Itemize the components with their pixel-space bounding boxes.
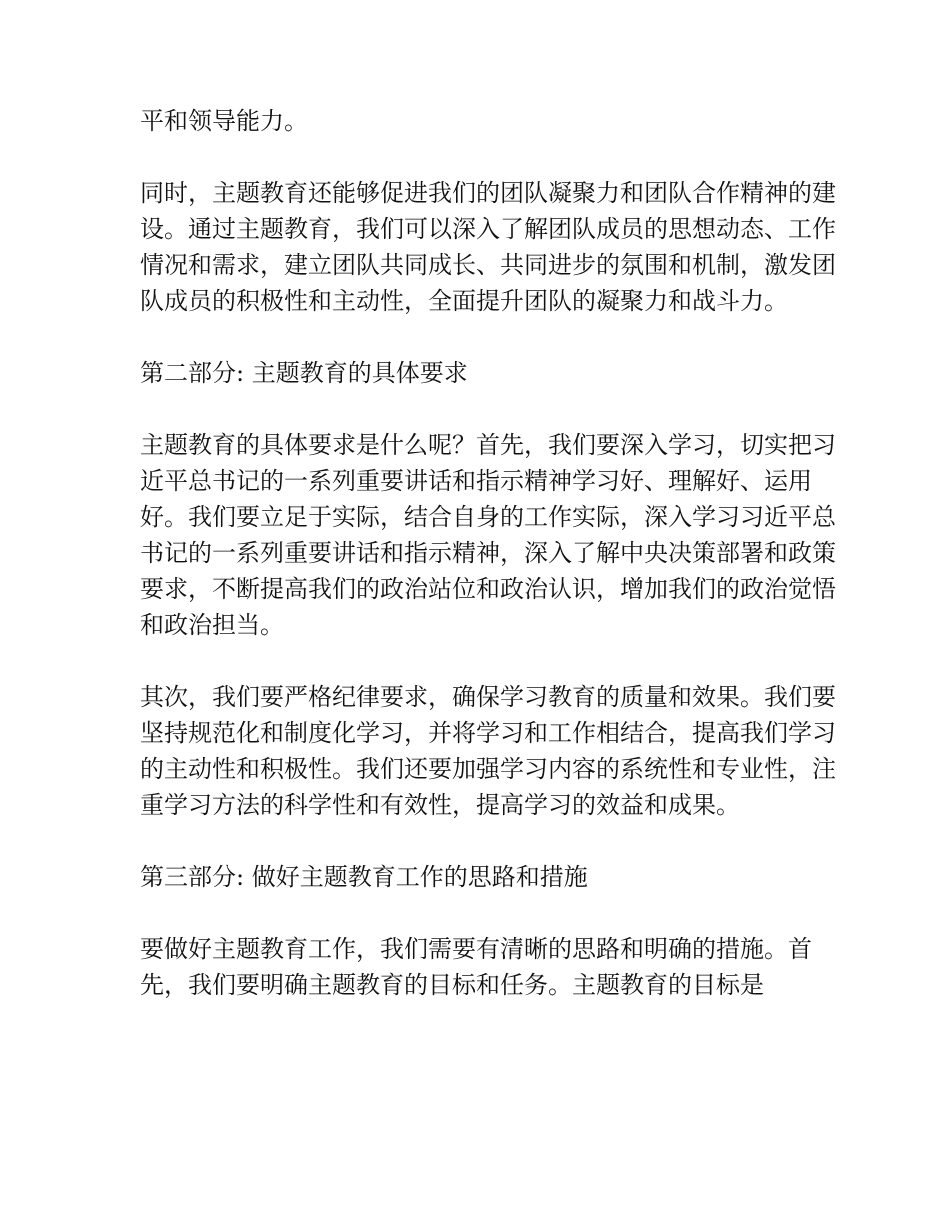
section-heading-part-two: 第二部分: 主题教育的具体要求: [140, 359, 468, 387]
paragraph-continuation: 平和领导能力。: [140, 107, 308, 135]
paragraph-specific-requirements: 主题教育的具体要求是什么呢？首先，我们要深入学习，切实把习近平总书记的一系列重要讲话和指示精神学习好、理解好、运用好。我们要立足于实际，结合自身的工作实际，深入学习习近平总书记的一系列重要讲话和指示精神，深入了解中央决策部署和政策要求，不断提高我们的政治站位和政治认识，增加我们的政治觉悟和政治担当。: [140, 431, 836, 639]
paragraph-discipline: 其次，我们要严格纪律要求，确保学习教育的质量和效果。我们要坚持规范化和制度化学习，并将学习和工作相结合，提高我们学习的主动性和积极性。我们还要加强学习内容的系统性和专业性，注重学习方法的科学性和有效性，提高学习的效益和成果。: [140, 683, 836, 819]
paragraph-team-cohesion: 同时，主题教育还能够促进我们的团队凝聚力和团队合作精神的建设。通过主题教育，我们可以深入了解团队成员的思想动态、工作情况和需求，建立团队共同成长、共同进步的氛围和机制，激发团队成员的积极性和主动性，全面提升团队的凝聚力和战斗力。: [140, 179, 836, 315]
section-heading-part-three: 第三部分: 做好主题教育工作的思路和措施: [140, 863, 588, 891]
paragraph-measures: 要做好主题教育工作，我们需要有清晰的思路和明确的措施。首先，我们要明确主题教育的目标和任务。主题教育的目标是: [140, 935, 812, 999]
document-body: [140, 103, 840, 1003]
